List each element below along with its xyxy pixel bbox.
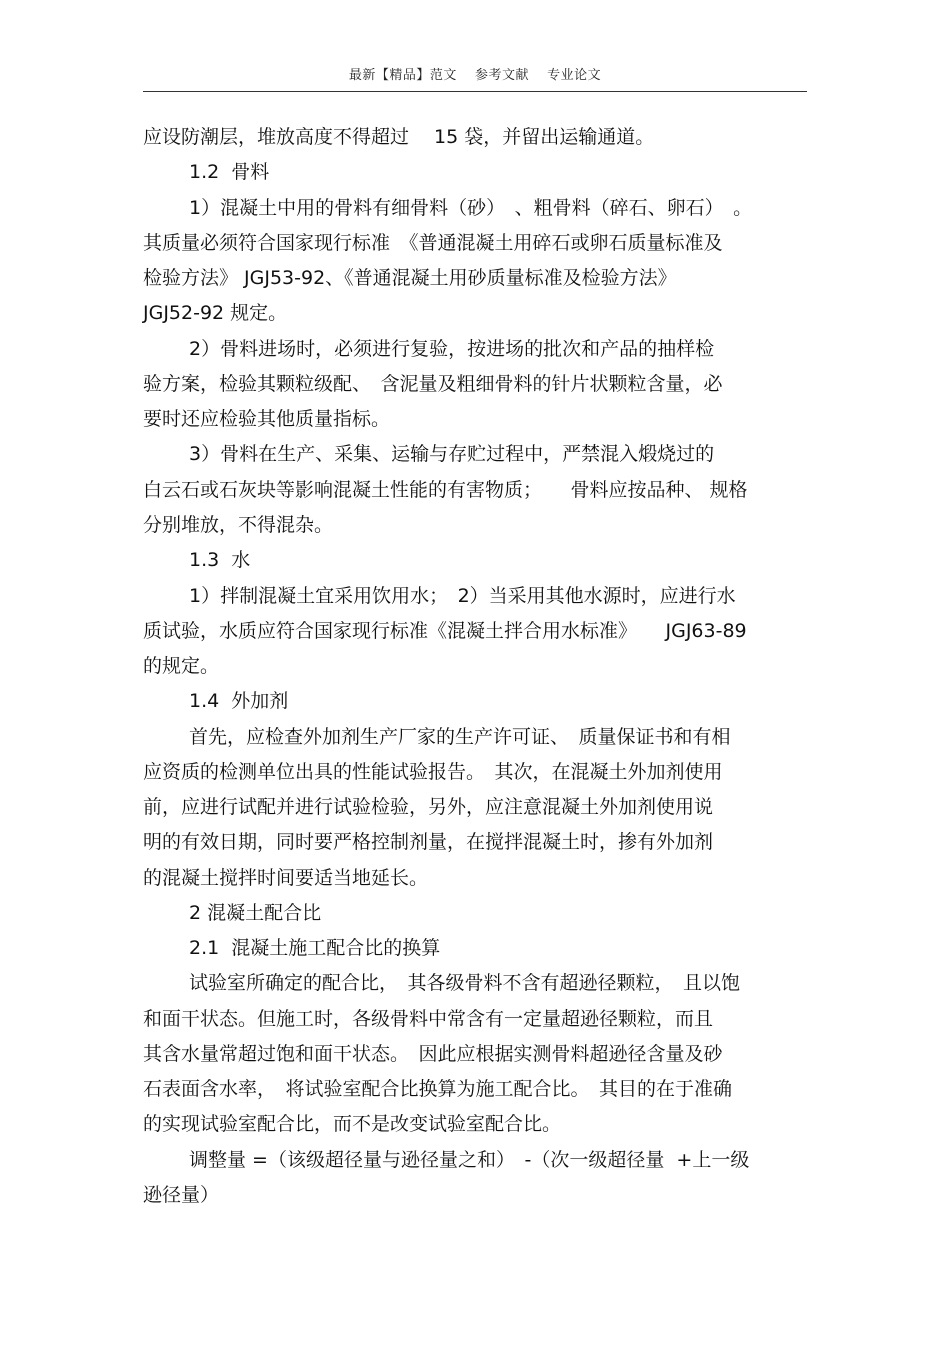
text-line: 要时还应检验其他质量指标。: [143, 408, 391, 430]
text-line: 石表面含水率， 将试验室配合比换算为施工配合比。 其目的在于准确: [143, 1078, 733, 1100]
text-line: 的规定。: [143, 655, 220, 677]
text-line: 检验方法》 JGJ53-92、《普通混凝土用砂质量标准及检验方法》: [143, 267, 677, 289]
text-line: 明的有效日期，同时要严格控制剂量，在搅拌混凝土时，掺有外加剂: [143, 831, 714, 853]
text-line: 首先，应检查外加剂生产厂家的生产许可证、 质量保证书和有相: [189, 726, 731, 748]
text-line: 白云石或石灰块等影响混凝土性能的有害物质； 骨料应按品种、 规格: [143, 479, 748, 501]
section-heading-1-4: 1.4 外加剂: [189, 690, 289, 712]
formula-line: 调整量 =（该级超径量与逊径量之和） -（次一级超径量 +上一级: [189, 1149, 750, 1171]
section-heading-1-3: 1.3 水: [189, 549, 251, 571]
text-line: 应设防潮层，堆放高度不得超过 15 袋，并留出运输通道。: [143, 126, 655, 148]
text-line: 和面干状态。但施工时，各级骨料中常含有一定量超逊径颗粒，而且: [143, 1008, 714, 1030]
section-heading-2: 2 混凝土配合比: [189, 902, 322, 924]
text-line: 1）拌制混凝土宜采用饮用水； 2）当采用其他水源时，应进行水: [189, 585, 736, 607]
text-line: 其含水量常超过饱和面干状态。 因此应根据实测骨料超逊径含量及砂: [143, 1043, 723, 1065]
text-line: 分别堆放，不得混杂。: [143, 514, 334, 536]
text-line: 的混凝土搅拌时间要适当地延长。: [143, 867, 429, 889]
text-line: 质试验，水质应符合国家现行标准《混凝土拌合用水标准》 JGJ63-89: [143, 620, 747, 642]
page-header: 最新【精品】范文 参考文献 专业论文: [348, 68, 602, 83]
text-line: 验方案，检验其颗粒级配、 含泥量及粗细骨料的针片状颗粒含量，必: [143, 373, 723, 395]
text-line: 前，应进行试配并进行试验检验，另外，应注意混凝土外加剂使用说: [143, 796, 714, 818]
text-line: JGJ52-92 规定。: [143, 302, 288, 324]
text-line: 试验室所确定的配合比， 其各级骨料不含有超逊径颗粒， 且以饱: [189, 972, 741, 994]
section-heading-2-1: 2.1 混凝土施工配合比的换算: [189, 937, 441, 959]
text-line: 的实现试验室配合比，而不是改变试验室配合比。: [143, 1113, 562, 1135]
text-line: 应资质的检测单位出具的性能试验报告。 其次，在混凝土外加剂使用: [143, 761, 723, 783]
text-line: 其质量必须符合国家现行标准 《普通混凝土用碎石或卵石质量标准及: [143, 232, 723, 254]
formula-line: 逊径量）: [143, 1184, 220, 1206]
text-line: 2）骨料进场时，必须进行复验，按进场的批次和产品的抽样检: [189, 338, 715, 360]
section-heading-1-2: 1.2 骨料: [189, 161, 270, 183]
text-line: 3）骨料在生产、采集、运输与存贮过程中，严禁混入煅烧过的: [189, 443, 715, 465]
text-line: 1）混凝土中用的骨料有细骨料（砂） 、粗骨料（碎石、卵石） 。: [189, 197, 753, 219]
